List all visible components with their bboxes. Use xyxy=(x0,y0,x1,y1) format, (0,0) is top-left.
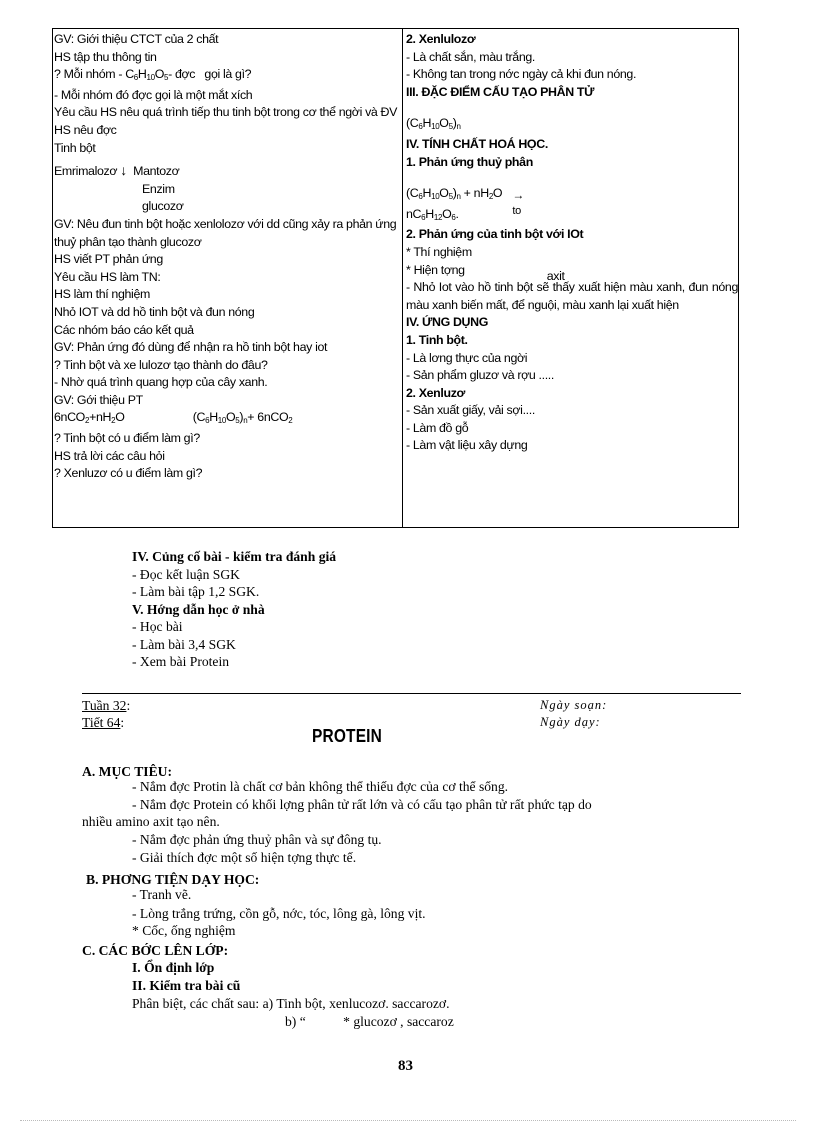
table-line: ? Tinh bột có u điểm làm gì? xyxy=(54,431,200,446)
objective-line: - Nắm đợc Protein có khối lợng phân tử rất lớn và có cấu tạo phân tử rất phức tạp do xyxy=(132,797,592,812)
table-line: Enzim xyxy=(142,181,175,196)
table-line: HS viết PT phản ứng xyxy=(54,252,163,267)
table-line: - Làm đồ gỗ xyxy=(406,420,469,435)
table-line: III. ĐẶC ĐIỂM CẤU TẠO PHÂN TỬ xyxy=(406,84,595,99)
table-line: HS tập thu thông tin xyxy=(54,49,157,64)
table-line: Yêu cầu HS làm TN: xyxy=(54,269,161,284)
photosynthesis-equation: $6nCO_2+nH_2O$ $(C_6H_{10}O_5)_n+ 6nCO_2$ xyxy=(54,410,293,426)
table-line: glucozơ xyxy=(142,199,184,214)
table-line: IV. TÍNH CHẤT HOÁ HỌC. xyxy=(406,136,548,151)
homework-heading: V. Hớng dẫn học ở nhà xyxy=(132,601,265,617)
table-line: - Nhờ quá trình quang hợp của cây xanh. xyxy=(54,375,268,390)
table-line: HS nêu đợc xyxy=(54,122,117,137)
table-line: Tinh bột xyxy=(54,140,96,155)
equipment-item: - Tranh vẽ. xyxy=(132,887,192,902)
hydrolysis-product: $nC_6H_{12}O_6$. xyxy=(406,206,459,222)
table-line: Emrimalozơ ↓ Mantozơ xyxy=(54,162,180,179)
hydrolysis-equation: $(C_6H_{10}O_5)_n + nH_2O$ → to xyxy=(406,186,525,218)
review-question: Phân biệt, các chất sau: a) Tinh bột, xenlucozơ. saccarozơ. xyxy=(132,996,450,1011)
table-line: GV: Nêu đun tinh bột hoặc xenlolozơ với dd cũng xảy ra phản ứng thuỷ phân tạo thành glucozơ xyxy=(54,216,397,249)
review-section xyxy=(132,548,336,671)
review-item: - Đọc kết luận SGK xyxy=(132,566,240,582)
table-line: GV: Giới thiệu CTCT của 2 chất xyxy=(54,32,219,46)
page-edge xyxy=(20,1120,796,1121)
catalyst-label: axit xyxy=(546,268,565,283)
table-line: GV: Gới thiệu PT xyxy=(54,392,143,407)
equipment-item: - Lòng trắng trứng, cồn gỗ, nớc, tóc, lông gà, lông vịt. xyxy=(132,906,426,921)
homework-item: - Làm bài 3,4 SGK xyxy=(132,636,236,652)
arrow-right-icon: → xyxy=(512,188,525,203)
review-question: b) “ * glucozơ , saccaroz xyxy=(285,1014,454,1029)
section-a-heading: A. MỤC TIÊU: xyxy=(82,764,172,779)
review-item: - Làm bài tập 1,2 SGK. xyxy=(132,584,260,599)
step-heading: II. Kiểm tra bài cũ xyxy=(132,978,241,993)
week-label: Tuần 32: xyxy=(82,698,131,713)
table-line: * Hiện tợng axit xyxy=(406,262,565,283)
period-label: Tiết 64: xyxy=(82,715,125,730)
objective-line: nhiều amino axit tạo nên. xyxy=(82,814,220,829)
table-line: Yêu cầu HS nêu quá trình tiếp thu tinh bột trong cơ thể ngời và ĐV xyxy=(54,105,398,120)
table-line: 1. Phản ứng thuỷ phân xyxy=(406,154,533,169)
objective-line: - Giải thích đợc một số hiện tợng thực tế. xyxy=(132,850,357,865)
table-line: - Là lơng thực của ngời xyxy=(406,350,528,365)
table-line: - Sản xuất giấy, vải sợi.... xyxy=(406,403,535,418)
table-line: Các nhóm báo cáo kết quả xyxy=(54,322,194,337)
table-line: - Sản phẩm gluzơ và rợu ..... xyxy=(406,368,554,383)
review-heading: IV. Củng cố bài - kiểm tra đánh giá xyxy=(132,549,337,564)
table-line: ? Tinh bột và xe lulozơ tạo thành do đâu? xyxy=(54,357,268,372)
objective-line: - Nắm đợc Protin là chất cơ bản không thể thiếu đợc của cơ thể sống. xyxy=(132,779,509,794)
table-line: 2. Xenluzơ xyxy=(406,385,466,400)
date-prepared: Ngày soạn: xyxy=(540,698,608,712)
table-line: 2. Phản ứng của tinh bột với IOt xyxy=(406,227,584,242)
table-line: HS trả lời các câu hỏi xyxy=(54,448,165,463)
divider xyxy=(82,693,741,694)
date-taught: Ngày dạy: xyxy=(540,715,601,729)
table-line: * Thí nghiệm xyxy=(406,244,472,259)
equipment-item: * Cốc, ống nghiệm xyxy=(132,923,236,938)
teacher-student-activities-column xyxy=(53,29,403,527)
page-title: PROTEIN xyxy=(312,726,383,746)
table-line: GV: Phản ứng đó dùng để nhận ra hồ tinh bột hay iot xyxy=(54,340,328,355)
table-line: ? Xenluzơ có u điểm làm gì? xyxy=(54,466,203,481)
table-line: IV. ỨNG DỤNG xyxy=(406,315,489,330)
table-line: - Mỗi nhóm đó đợc gọi là một mắt xích xyxy=(54,87,253,102)
table-line: - Là chất sắn, màu trắng. xyxy=(406,49,535,64)
table-line: Nhỏ IOT và dd hồ tinh bột và đun nóng xyxy=(54,304,255,319)
formula: $(C_6H_{10}O_5)_n$ xyxy=(406,116,461,132)
section-b-heading: B. PHƠNG TIỆN DẠY HỌC: xyxy=(86,872,260,887)
objective-line: - Nắm đợc phản ứng thuỷ phân và sự đông tụ. xyxy=(132,832,382,847)
step-heading: I. Ổn định lớp xyxy=(132,960,215,975)
arrow-down-icon: ↓ xyxy=(120,162,127,179)
lesson-table xyxy=(52,28,739,528)
table-line: - Nhỏ Iot vào hồ tinh bột sẽ thấy xuất hiện màu xanh, đun nóng màu xanh biến mất, để nguội, màu xanh lại xuất hiện xyxy=(406,280,738,312)
table-line: - Không tan trong nớc ngày cả khi đun nóng. xyxy=(406,67,637,82)
table-line: 1. Tinh bột. xyxy=(406,332,468,347)
table-line: ? Mỗi nhóm - $C_6H_{10}O_5-$ đợc gọi là gì? xyxy=(54,67,252,83)
section-c-heading: C. CÁC BỚC LÊN LỚP: xyxy=(82,943,229,958)
page-number: 83 xyxy=(398,1058,413,1074)
homework-item: - Học bài xyxy=(132,619,183,634)
table-line: - Làm vật liệu xây dựng xyxy=(406,438,528,453)
lesson-content-column xyxy=(403,29,738,527)
table-line: HS làm thí nghiệm xyxy=(54,287,150,302)
table-line: 2. Xenlulozơ xyxy=(406,32,476,46)
homework-item: - Xem bài Protein xyxy=(132,654,230,669)
